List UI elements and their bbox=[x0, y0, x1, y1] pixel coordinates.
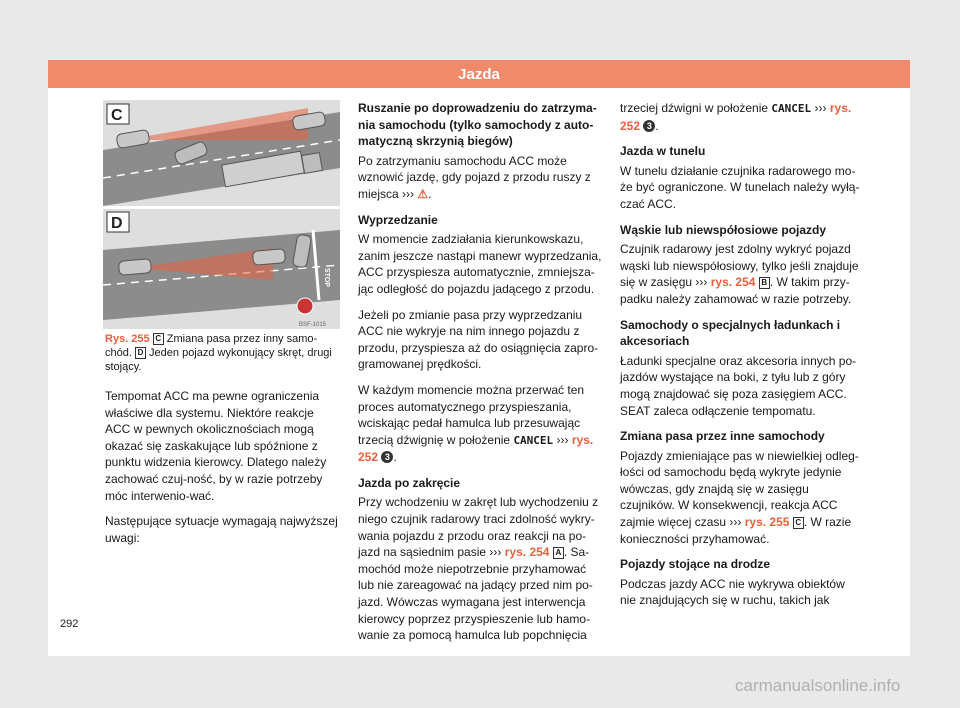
link-rys-252-2[interactable]: rys. 252 bbox=[620, 101, 852, 133]
paragraph-continued: trzeciej dźwigni w położenie CANCEL ››› rys. 252 3 . bbox=[620, 101, 852, 133]
page-number: 292 bbox=[60, 618, 79, 630]
heading-ruszanie: Ruszanie po doprowadzeniu do zatrzyma-nia samochodu (tylko samochody z auto-matyczną skrzynią biegów) bbox=[358, 101, 597, 149]
link-rys-254[interactable]: rys. 254 bbox=[504, 545, 550, 560]
panel-d-label: D bbox=[111, 215, 123, 232]
link-rys-255[interactable]: rys. 255 bbox=[744, 515, 790, 530]
paragraph-wyprzedzanie-2: Jeżeli po zmianie pasa przy wyprzedzaniu ACC nie wykryje na nim innego pojazdu z przodu, przyspiesza aż do osiągnięcia zapro-gramowanej prędkości. bbox=[358, 307, 599, 372]
paragraph-tunel: W tunelu działanie czujnika radarowego mo-że być ograniczone. W tunelach należy wyłą-czać ACC. bbox=[620, 163, 860, 211]
panel-c-label: C bbox=[111, 107, 123, 124]
col1-paragraph-2: Następujące sytuacje wymagają najwyższej uwagi: bbox=[105, 514, 338, 545]
paragraph-stojace: Podczas jazdy ACC nie wykrywa obiektów nie znajdujących się w ruchu, takich jak bbox=[620, 576, 845, 608]
heading-tunel: Jazda w tunelu bbox=[620, 144, 706, 159]
callout-3: 3 bbox=[381, 451, 393, 463]
caption-text-c: Zmiana pasa przez inny samo-chód. bbox=[105, 333, 318, 359]
caption-text-d: Jeden pojazd wykonujący skręt, drugi stojący. bbox=[105, 347, 332, 373]
heading-stojace: Pojazdy stojące na drodze bbox=[620, 557, 771, 572]
tag-c: C bbox=[793, 517, 804, 529]
caption-ref: Rys. 255 bbox=[105, 333, 150, 345]
figure-rys-255 bbox=[103, 100, 340, 329]
paragraph-waskie: Czujnik radarowy jest zdolny wykryć pojazd wąski lub niewspółosiowy, tylko jeśli znajduje się w zasięgu ››› rys. 254 B . W takim przy-padku należy zahamować w razie potrzeby. bbox=[620, 242, 859, 306]
column-3 bbox=[620, 100, 864, 618]
tag-a: A bbox=[553, 547, 564, 559]
paragraph-wyprzedzanie-1: W momencie zadziałania kierunkowskazu, zanim jeszcze nastąpi manewr wyprzedzania, ACC przyspiesza automatycznie, zmniejsza-jąc odległość do pojazdu jadącego z przodu. bbox=[358, 232, 602, 296]
caption-tag-c: C bbox=[153, 333, 164, 345]
callout-3-b: 3 bbox=[643, 120, 655, 132]
paragraph-zakret: Przy wchodzeniu w zakręt lub wychodzeniu z niego czujnik radarowy traci zdolność wykry-wania pojazdu z przodu oraz reakcji na po-jazd na sąsiednim pasie ››› rys. 254 A . Sa-mochód może niepotrzebnie przyhamować lub nie zareagować na jadący przed nim po-jazd. Wówczas wymagana jest interwencja kierowcy poprzez przyspieszenie lub hamo-wanie za pomocą hamulca lub popchnięcia bbox=[358, 495, 599, 643]
paragraph-ladunki: Ładunki specjalne oraz akcesoria innych po-jazdów wystające na boki, z tyłu lub z góry mogą znajdować się poza zasięgiem ACC. SEAT zaleca odłączenie tempomatu. bbox=[620, 353, 857, 418]
paragraph-wyprzedzanie-3: W każdym momencie można przerwać ten proces automatycznego przyspieszania, wciskając pedał hamulca lub przesuwając trzecią dźwignię w położenie CANCEL ››› rys. 252 3 . bbox=[358, 382, 594, 465]
figure-code: BSF-1015 bbox=[299, 322, 327, 328]
section-header bbox=[48, 60, 910, 88]
watermark: carmanualsonline.info bbox=[735, 676, 901, 695]
link-rys-252[interactable]: rys. 252 bbox=[358, 432, 594, 465]
link-rys-254-2[interactable]: rys. 254 bbox=[710, 275, 756, 290]
heading-zakret: Jazda po zakręcie bbox=[358, 475, 461, 490]
heading-waskie: Wąskie lub niewspółosiowe pojazdy bbox=[620, 222, 827, 237]
paragraph-ruszanie: Po zatrzymaniu samochodu ACC może wznowić jazdę, gdy pojazd z przodu ruszy z miejsca ››› ⚠. bbox=[358, 153, 591, 201]
cancel-label-2: CANCEL bbox=[771, 102, 812, 115]
section-title: Jazda bbox=[458, 66, 500, 83]
col1-paragraph-1: Tempomat ACC ma pewne ograniczenia właściwe dla systemu. Niektóre reakcje ACC w pewnych okolicznościach mogą okazać się zaskakujące lub spóźnione z punktu widzenia kierowcy. Dlatego należy zachować czuj-ność, by w razie potrzeby móc interwenio-wać. bbox=[105, 389, 327, 503]
tag-b: B bbox=[759, 277, 770, 289]
caption-tag-d: D bbox=[135, 347, 146, 359]
warning-icon[interactable]: ⚠ bbox=[417, 186, 429, 201]
figure-illustration bbox=[103, 100, 340, 329]
cancel-label: CANCEL bbox=[513, 433, 554, 447]
stop-road-text: STOP bbox=[323, 268, 330, 287]
column-1 bbox=[105, 388, 341, 555]
heading-ladunki: Samochody o specjalnych ładunkach i akcesoriach bbox=[620, 317, 841, 349]
paragraph-zmiana-pasa: Pojazdy zmieniające pas w niewielkiej odleg-łości od samochodu będą wykryte jedynie wówczas, gdy znajdą się w zasięgu czujników. W konsekwencji, reakcja ACC zajmie więcej czasu ››› rys. 255 C . W razie konieczności przyhamować. bbox=[620, 448, 859, 546]
heading-wyprzedzanie: Wyprzedzanie bbox=[358, 212, 438, 227]
heading-zmiana-pasa: Zmiana pasa przez inne samochody bbox=[620, 429, 825, 444]
column-2 bbox=[358, 100, 604, 653]
figure-caption bbox=[105, 332, 340, 374]
